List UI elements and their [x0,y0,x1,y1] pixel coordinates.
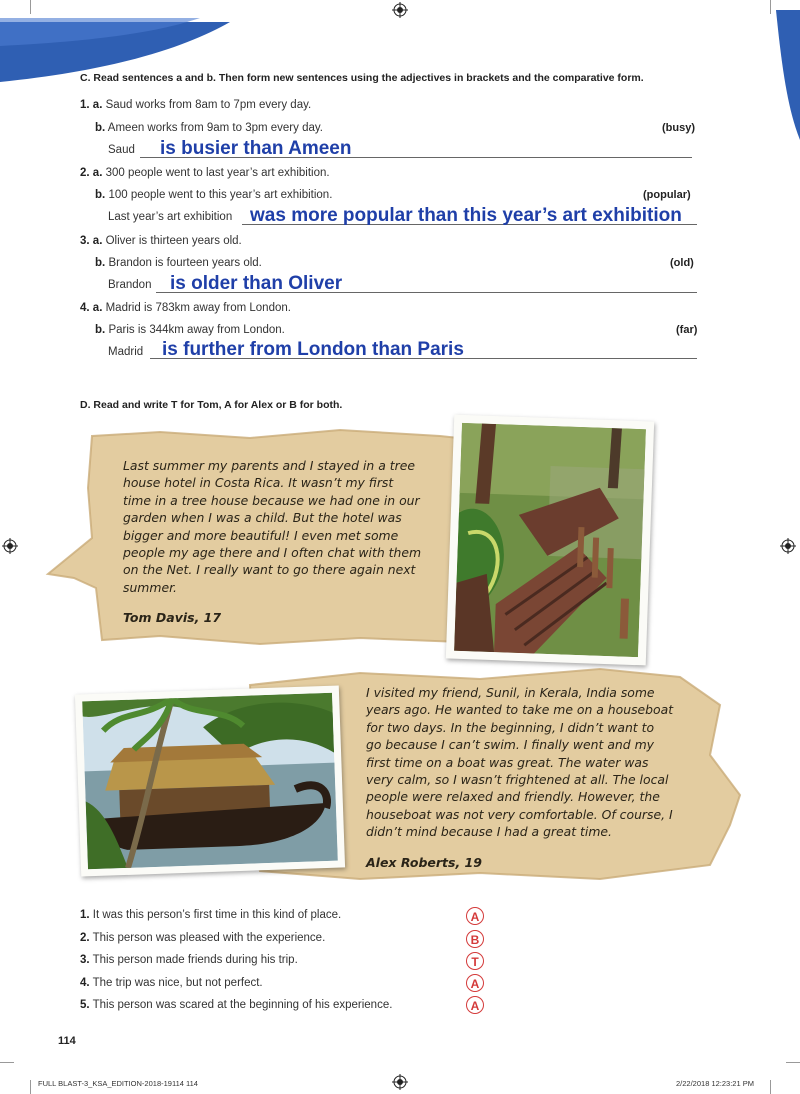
crop-mark [0,1062,14,1063]
item-3-answer[interactable]: is older than Oliver [170,273,343,294]
tree-house-image [454,423,646,657]
question-2: 2. This person was pleased with the experience. [80,932,326,944]
item-2-answer[interactable]: was more popular than this year’s art exhibition [250,205,682,226]
question-4-answer[interactable]: A [466,974,484,992]
registration-mark-left [2,538,18,554]
question-3-answer[interactable]: T [466,952,484,970]
section-d-heading: D. Read and write T for Tom, A for Alex or B for both. [80,399,343,411]
decorative-swoosh-right [768,0,800,140]
item-3-a: 3. a. Oliver is thirteen years old. [80,235,242,247]
houseboat-photo [75,685,345,876]
footer-left: FULL BLAST-3_KSA_EDITION-2018-19114 114 [38,1079,198,1088]
item-2-a: 2. a. 300 people went to last year’s art exhibition. [80,167,330,179]
item-1-answer[interactable]: is busier than Ameen [160,138,352,159]
item-3-b: b. Brandon is fourteen years old. [95,257,262,269]
item-3-hint: (old) [670,257,694,269]
registration-mark-right [780,538,796,554]
page-number: 114 [58,1035,76,1047]
question-2-answer[interactable]: B [466,930,484,948]
item-1-subject: Saud [108,144,135,156]
question-3: 3. This person made friends during his trip. [80,954,298,966]
item-4-subject: Madrid [108,346,144,358]
crop-mark [770,0,771,14]
crop-mark [770,1080,771,1094]
question-5: 5. This person was scared at the beginning of his experience. [80,999,393,1011]
item-2-b: b. 100 people went to this year’s art exhibition. [95,189,333,201]
item-4-hint: (far) [676,324,698,336]
crop-mark [30,1080,31,1094]
item-3-subject: Brandon [108,279,152,291]
question-1: 1. It was this person’s first time in this kind of place. [80,909,342,921]
question-4: 4. The trip was nice, but not perfect. [80,977,263,989]
houseboat-image [82,693,338,870]
footer-right: 2/22/2018 12:23:21 PM [676,1079,754,1088]
crop-mark [30,0,31,14]
item-1-b: b. Ameen works from 9am to 3pm every day. [95,122,323,134]
item-1-a: 1. a. Saud works from 8am to 7pm every day. [80,99,312,111]
registration-mark-top [392,2,408,18]
item-2-hint: (popular) [643,189,691,201]
item-4-b: b. Paris is 344km away from London. [95,324,285,336]
tom-signature: Tom Davis, 17 [123,610,222,625]
tree-house-photo [446,415,654,666]
registration-mark-bottom [392,1074,408,1090]
crop-mark [786,1062,800,1063]
alex-text: I visited my friend, Sunil, in Kerala, India some years ago. He wanted to take me on a houseboat for two days. In the beginning, I didn’t want to go because I can’t swim. I finally went and my first time on a boat was great. The water was very calm, so I wasn’t frightened at all. The local people were relaxed and friendly. However, the houseboat was not very comfortable. Of course, I didn’t mind because I had a great time. [366,685,674,840]
item-2-subject: Last year’s art exhibition [108,211,233,223]
question-1-answer[interactable]: A [466,907,484,925]
item-4-a: 4. a. Madrid is 783km away from London. [80,302,291,314]
item-4-answer[interactable]: is further from London than Paris [162,339,464,360]
section-c-heading: C. Read sentences a and b. Then form new sentences using the adjectives in brackets and the comparative form. [80,72,644,84]
alex-signature: Alex Roberts, 19 [366,855,482,870]
question-5-answer[interactable]: A [466,996,484,1014]
tom-text: Last summer my parents and I stayed in a tree house hotel in Costa Rica. It wasn’t my first time in a tree house because we had one in our garden when I was a child. But the hotel was bigger and more beautiful! I even met some people my age there and I often chat with them on the Net. I really want to go there again next summer. [123,458,422,595]
item-1-hint: (busy) [662,122,695,134]
